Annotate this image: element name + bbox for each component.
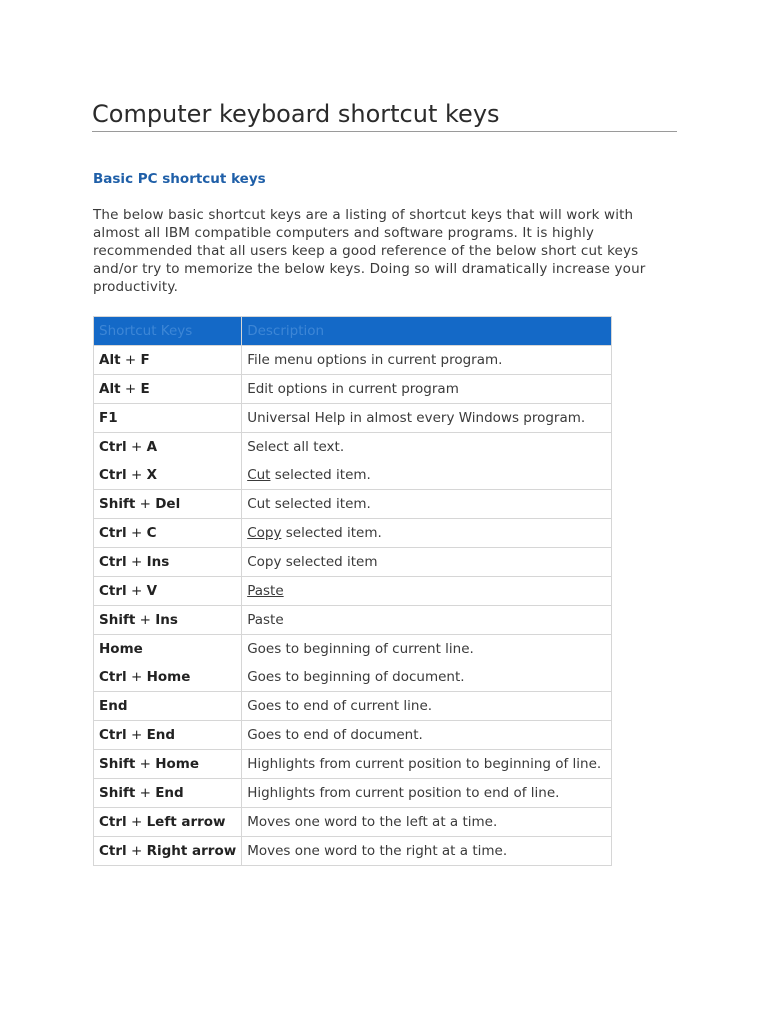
key-combo: [99, 433, 236, 461]
description-text: [247, 837, 606, 865]
description-cell: [242, 721, 612, 750]
glossary-link[interactable]: Copy: [247, 525, 282, 541]
shortcut-keys-cell: [94, 808, 242, 837]
section-heading: Basic PC shortcut keys: [93, 171, 266, 187]
key-combo: [99, 837, 236, 865]
description-cell: [242, 606, 612, 635]
column-header-description: Description: [242, 317, 612, 346]
key-name: V: [146, 583, 158, 599]
key-name: Ctrl: [99, 439, 127, 455]
key-separator: +: [135, 496, 156, 512]
table-row: [94, 490, 612, 519]
description-cell: [242, 635, 612, 692]
shortcut-keys-cell: [94, 721, 242, 750]
description-text: [247, 721, 606, 749]
key-name: Ins: [146, 554, 170, 570]
description-cell: [242, 433, 612, 490]
shortcut-keys-cell: [94, 606, 242, 635]
table-row: [94, 548, 612, 577]
description-cell: [242, 375, 612, 404]
description-cell: [242, 750, 612, 779]
description-text: [247, 346, 606, 374]
key-name: Shift: [99, 756, 136, 772]
key-name: Shift: [99, 496, 136, 512]
key-name: End: [99, 698, 128, 714]
description-cell: [242, 548, 612, 577]
key-name: End: [146, 727, 176, 743]
key-name: X: [146, 467, 157, 483]
shortcut-keys-cell: [94, 490, 242, 519]
key-combo: [99, 490, 236, 518]
key-separator: +: [126, 669, 147, 685]
description-text: [247, 461, 606, 489]
table-row: [94, 779, 612, 808]
description-cell: [242, 837, 612, 866]
description-text: [247, 433, 606, 461]
table-header-row: [94, 317, 612, 346]
description-suffix: Highlights from current position to beginning of line.: [247, 756, 602, 772]
key-separator: +: [135, 612, 156, 628]
key-name: A: [146, 439, 158, 455]
key-combo: [99, 808, 236, 836]
description-suffix: Universal Help in almost every Windows program.: [247, 410, 586, 426]
shortcut-keys-cell: [94, 692, 242, 721]
key-name: Ins: [155, 612, 178, 628]
key-name: Home: [155, 756, 199, 772]
description-cell: [242, 779, 612, 808]
key-combo: [99, 519, 236, 547]
key-name: Del: [155, 496, 181, 512]
key-name: Shift: [99, 785, 136, 801]
key-name: Ctrl: [99, 843, 127, 859]
key-combo: [99, 721, 236, 749]
shortcut-table: [93, 316, 612, 866]
shortcut-keys-cell: [94, 577, 242, 606]
key-name: Ctrl: [99, 669, 127, 685]
shortcut-keys-cell: [94, 375, 242, 404]
description-suffix: selected item.: [281, 525, 382, 541]
key-separator: +: [120, 381, 141, 397]
description-suffix: File menu options in current program.: [247, 352, 503, 368]
key-combo: [99, 375, 236, 403]
shortcut-keys-cell: [94, 635, 242, 692]
description-cell: [242, 404, 612, 433]
description-suffix: Goes to end of current line.: [247, 698, 433, 714]
key-name: Left arrow: [146, 814, 226, 830]
page-title: Computer keyboard shortcut keys: [92, 98, 677, 132]
description-suffix: Highlights from current position to end of line.: [247, 785, 560, 801]
key-separator: +: [126, 554, 147, 570]
table-row: [94, 346, 612, 375]
glossary-link[interactable]: Paste: [247, 583, 284, 599]
description-text: [247, 692, 606, 720]
key-separator: +: [120, 352, 141, 368]
description-cell: [242, 577, 612, 606]
key-combo: [99, 346, 236, 374]
description-suffix: Cut selected item.: [247, 496, 371, 512]
key-separator: +: [126, 525, 147, 541]
shortcut-keys-cell: [94, 779, 242, 808]
key-name: Ctrl: [99, 727, 127, 743]
table-row: [94, 433, 612, 490]
description-suffix: Moves one word to the left at a time.: [247, 814, 498, 830]
key-name: Ctrl: [99, 814, 127, 830]
key-combo: [99, 635, 236, 663]
description-text: [247, 635, 606, 663]
key-name: Alt: [99, 352, 121, 368]
key-name: C: [146, 525, 157, 541]
description-cell: [242, 346, 612, 375]
table-row: [94, 837, 612, 866]
key-name: Ctrl: [99, 525, 127, 541]
description-text: [247, 375, 606, 403]
key-name: Ctrl: [99, 583, 127, 599]
shortcut-keys-cell: [94, 346, 242, 375]
key-combo: [99, 404, 236, 432]
intro-paragraph: The below basic shortcut keys are a listing of shortcut keys that will work with almost all IBM compatible computers and software programs. It is highly recommended that all users keep a good reference of the below short cut keys and/or try to memorize the below keys. Doing so will dramatically increase your productivity.: [93, 207, 646, 295]
table-row: [94, 721, 612, 750]
description-cell: [242, 519, 612, 548]
key-name: F1: [99, 410, 118, 426]
table-row: [94, 750, 612, 779]
key-name: E: [140, 381, 150, 397]
table-body: [94, 346, 612, 866]
key-separator: +: [135, 785, 156, 801]
key-separator: +: [126, 439, 147, 455]
description-suffix: Select all text.: [247, 439, 345, 455]
key-combo: [99, 779, 236, 807]
table-row: [94, 808, 612, 837]
key-combo: [99, 577, 236, 605]
key-combo: [99, 692, 236, 720]
description-text: [247, 404, 606, 432]
description-text: [247, 779, 606, 807]
table-row: [94, 606, 612, 635]
description-suffix: Paste: [247, 612, 284, 628]
key-name: Ctrl: [99, 554, 127, 570]
shortcut-keys-cell: [94, 404, 242, 433]
key-name: End: [155, 785, 184, 801]
description-text: [247, 519, 606, 547]
key-name: Home: [146, 669, 191, 685]
description-cell: [242, 692, 612, 721]
table-row: [94, 404, 612, 433]
table-row: [94, 519, 612, 548]
description-suffix: Goes to beginning of current line.: [247, 641, 474, 657]
key-name: Shift: [99, 612, 136, 628]
key-name: Right arrow: [146, 843, 237, 859]
description-text: [247, 750, 606, 778]
key-separator: +: [126, 727, 147, 743]
description-text: [247, 490, 606, 518]
key-name: Home: [99, 641, 143, 657]
table-row: [94, 692, 612, 721]
shortcut-keys-cell: [94, 837, 242, 866]
description-cell: [242, 490, 612, 519]
key-combo: [99, 548, 236, 576]
table-row: [94, 375, 612, 404]
key-combo: [99, 663, 236, 691]
description-text: [247, 808, 606, 836]
key-combo: [99, 606, 236, 634]
key-separator: +: [126, 467, 147, 483]
shortcut-keys-cell: [94, 548, 242, 577]
key-name: Alt: [99, 381, 121, 397]
key-separator: +: [126, 583, 147, 599]
shortcut-keys-cell: [94, 433, 242, 490]
key-separator: +: [126, 814, 147, 830]
key-name: Ctrl: [99, 467, 127, 483]
description-text: [247, 577, 606, 605]
table-row: [94, 635, 612, 692]
table-row: [94, 577, 612, 606]
key-separator: +: [126, 843, 147, 859]
description-text: [247, 548, 606, 576]
shortcut-keys-cell: [94, 519, 242, 548]
description-suffix: Copy selected item: [247, 554, 378, 570]
shortcut-keys-cell: [94, 750, 242, 779]
description-suffix: selected item.: [270, 467, 371, 483]
glossary-link[interactable]: Cut: [247, 467, 271, 483]
column-header-shortcut-keys: Shortcut Keys: [94, 317, 242, 346]
description-text: [247, 663, 606, 691]
description-text: [247, 606, 606, 634]
key-separator: +: [135, 756, 156, 772]
key-combo: [99, 461, 236, 489]
description-suffix: Moves one word to the right at a time.: [247, 843, 508, 859]
description-suffix: Edit options in current program: [247, 381, 459, 397]
description-suffix: Goes to beginning of document.: [247, 669, 465, 685]
description-suffix: Goes to end of document.: [247, 727, 423, 743]
key-combo: [99, 750, 236, 778]
key-name: F: [140, 352, 150, 368]
description-cell: [242, 808, 612, 837]
